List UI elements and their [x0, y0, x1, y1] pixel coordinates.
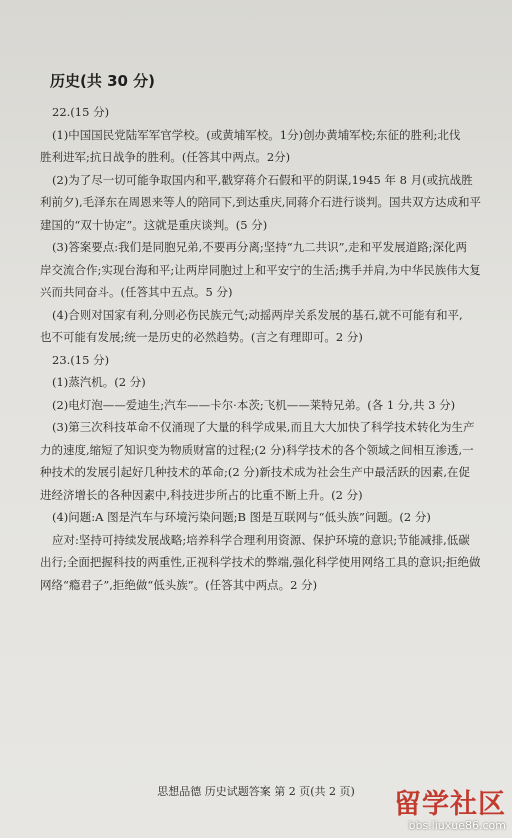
answer-line: (2)为了尽一切可能争取国内和平,戳穿蒋介石假和平的阴谋,1945 年 8 月(或抗战胜	[52, 172, 473, 187]
question-number: 22.(15 分)	[52, 105, 110, 119]
answer-line: (2)电灯泡——爱迪生;汽车——卡尔·本茨;飞机——莱特兄弟。(各 1 分,共 3 分)	[52, 397, 456, 412]
answer-line: 种技术的发展引起好几种技术的革命;(2 分)新技术成为社会生产中最活跃的因素,在促	[40, 465, 470, 479]
answer-line: 岸交流合作;实现台海和平;让两岸同胞过上和平安宁的生活;携手并肩,为中华民族伟大复	[40, 262, 481, 277]
answer-line: (3)答案要点:我们是同胞兄弟,不要再分离;坚持“九二共识”,走和平发展道路;深化两	[52, 240, 467, 254]
answer-line: 也不可能有发展;统一是历史的必然趋势。(言之有理即可。2 分)	[40, 330, 363, 344]
answer-line: (3)第三次科技革命不仅涌现了大量的科学成果,而且大大加快了科学技术转化为生产	[52, 420, 475, 434]
answer-line: (4)合则对国家有利,分则必伤民族元气;动摇两岸关系发展的基石,就不可能有和平,	[52, 307, 463, 322]
section-title: 历史(共 30 分)	[50, 72, 156, 90]
page-footer: 思想品德 历史试题答案 第 2 页(共 2 页)	[157, 785, 355, 798]
answer-line: 应对:坚持可持续发展战略;培养科学合理利用资源、保护环境的意识;节能减排,低碳	[52, 532, 470, 547]
answer-line: 网络“瘾君子”,拒绝做“低头族”。(任答其中两点。2 分)	[40, 577, 318, 592]
answer-line: 进经济增长的各种因素中,科技进步所占的比重不断上升。(2 分)	[40, 487, 363, 502]
answer-line: 利前夕),毛泽东在周恩来等人的陪同下,到达重庆,同蒋介石进行谈判。国共双方达成和平	[40, 195, 481, 209]
answer-body	[40, 101, 484, 596]
answer-line: 出行;全面把握科技的两重性,正视科学技术的弊端,强化科学使用网络工具的意识;拒绝做	[40, 555, 481, 569]
answer-line: (1)中国国民党陆军军官学校。(或黄埔军校。1分)创办黄埔军校;东征的胜利;北伐	[52, 127, 461, 142]
answer-line: 兴而共同奋斗。(任答其中五点。5 分)	[40, 285, 233, 299]
answer-line: 建国的“双十协定”。这就是重庆谈判。(5 分)	[40, 217, 268, 232]
answer-line: (4)问题:A 图是汽车与环境污染问题;B 图是互联网与“低头族”问题。(2 分)	[52, 510, 431, 524]
watermark-url: bbs.liuxue86.com	[408, 819, 506, 832]
answer-line: 力的速度,缩短了知识变为物质财富的过程;(2 分)科学技术的各个领域之间相互渗透,一	[40, 442, 474, 457]
answer-line: 胜利进军;抗日战争的胜利。(任答其中两点。2分)	[40, 150, 291, 164]
watermark-logo: 留学社区	[394, 789, 506, 820]
answer-line: (1)蒸汽机。(2 分)	[52, 375, 146, 389]
site-watermark	[336, 790, 506, 834]
question-number: 23.(15 分)	[52, 352, 110, 367]
